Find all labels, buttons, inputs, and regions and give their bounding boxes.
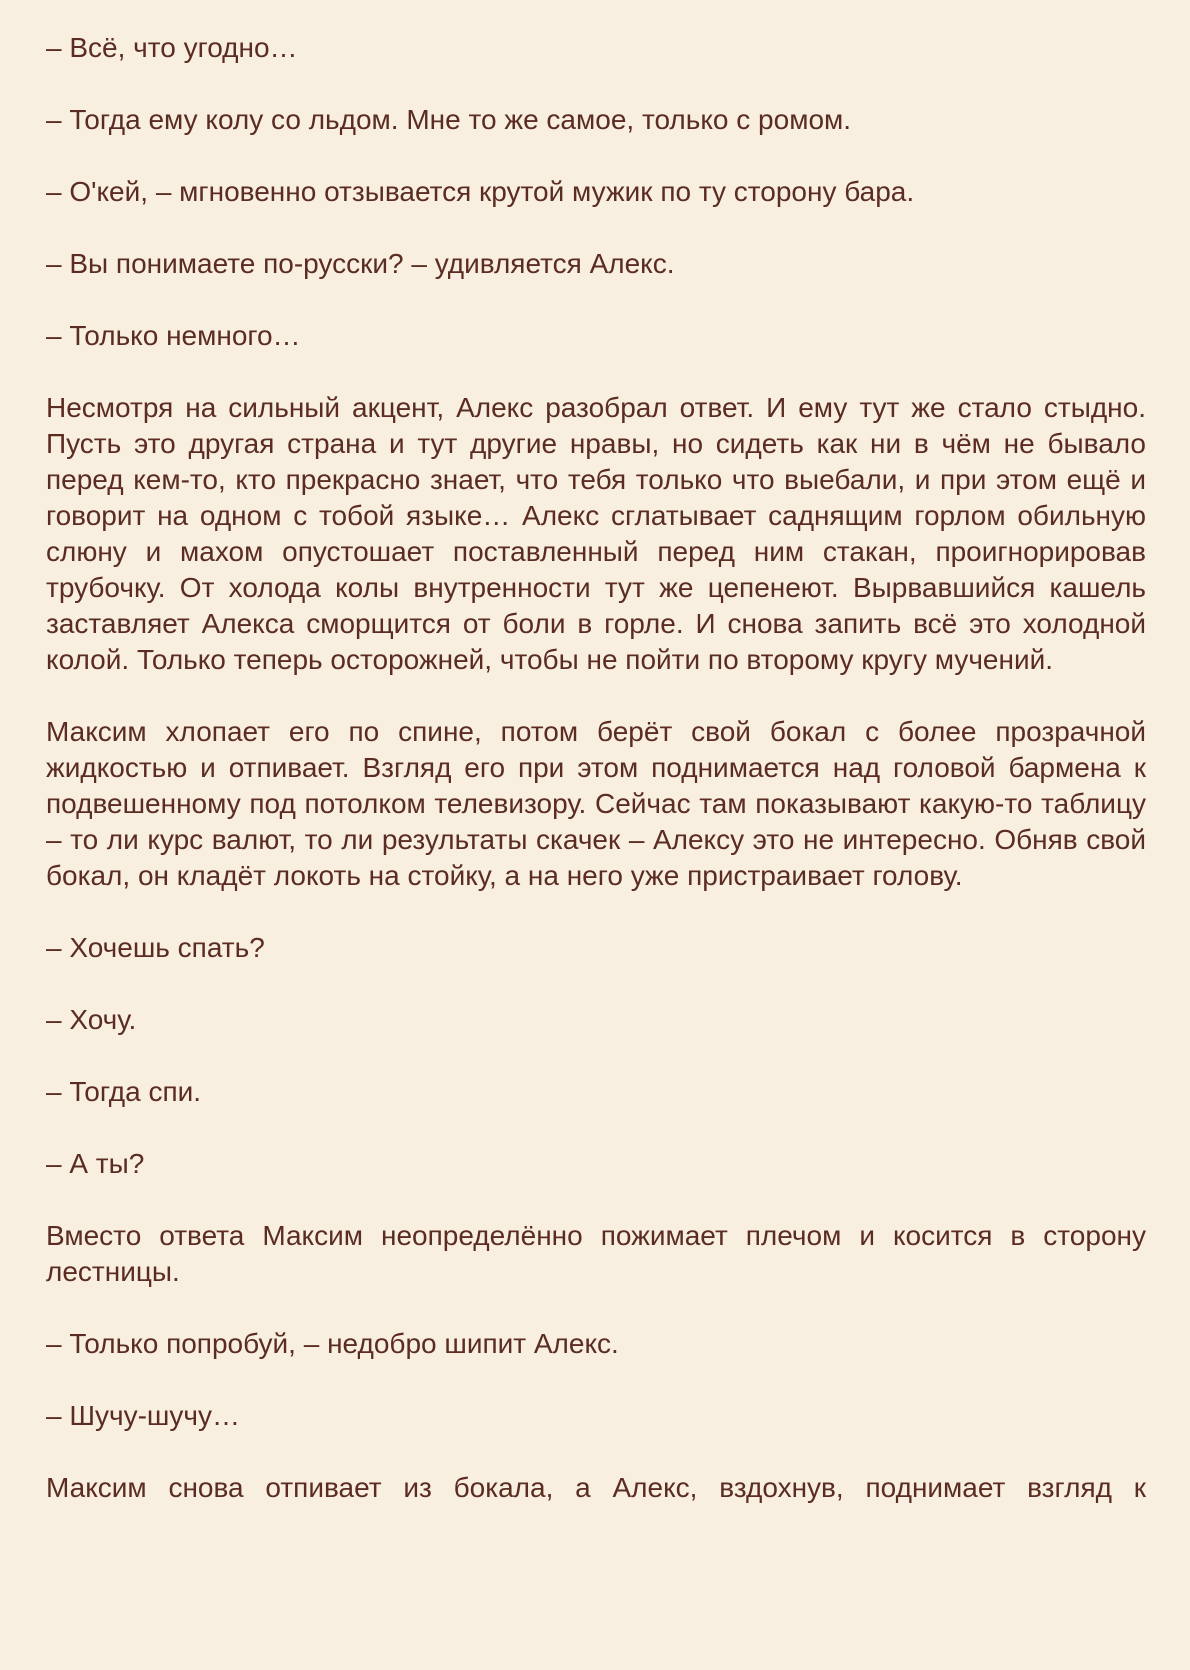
paragraph-8: – Хочешь спать?	[46, 932, 265, 963]
paragraph-14: – Шучу-шучу…	[46, 1400, 240, 1431]
paragraph-2: – Тогда ему колу со льдом. Мне то же самое, только с ромом.	[46, 104, 852, 135]
paragraph-9: – Хочу.	[46, 1004, 137, 1035]
paragraph-1: – Всё, что угодно…	[46, 32, 298, 63]
paragraph-13: – Только попробуй, – недобро шипит Алекс.	[46, 1328, 619, 1359]
paragraph-3: – О'кей, – мгновенно отзывается крутой мужик по ту сторону бара.	[46, 176, 915, 207]
paragraph-12: Вместо ответа Максим неопределённо пожимает плечом и косится в сторону лестницы.	[46, 1220, 1146, 1287]
paragraph-4: – Вы понимаете по-русски? – удивляется Алекс.	[46, 248, 675, 279]
paragraph-15: Максим снова отпивает из бокала, а Алекс, вздохнув, поднимает взгляд к	[46, 1472, 1146, 1503]
paragraph-10: – Тогда спи.	[46, 1076, 202, 1107]
paragraph-11: – А ты?	[46, 1148, 145, 1179]
paragraph-7: Максим хлопает его по спине, потом берёт свой бокал с более прозрачной жидкостью и отпивает. Взгляд его при этом поднимается над головой бармена к подвешенному под потолком телевизору. Сейчас там показывают какую-то таблицу – то ли курс валют, то ли результаты скачек – Алексу это не интересно. Обняв свой бокал, он кладёт локоть на стойку, а на него уже пристраивает голову.	[46, 716, 1146, 891]
paragraph-6: Несмотря на сильный акцент, Алекс разобрал ответ. И ему тут же стало стыдно. Пусть это другая страна и тут другие нравы, но сидеть как ни в чём не бывало перед кем-то, кто прекрасно знает, что тебя только что выебали, и при этом ещё и говорит на одном с тобой языке… Алекс сглатывает саднящим горлом обильную слюну и махом опустошает поставленный перед ним стакан, проигнорировав трубочку. От холода колы внутренности тут же цепенеют. Вырвавшийся кашель заставляет Алекса сморщится от боли в горле. И снова запить всё это холодной колой. Только теперь осторожней, чтобы не пойти по второму кругу мучений.	[46, 392, 1146, 675]
paragraph-5: – Только немного…	[46, 320, 301, 351]
